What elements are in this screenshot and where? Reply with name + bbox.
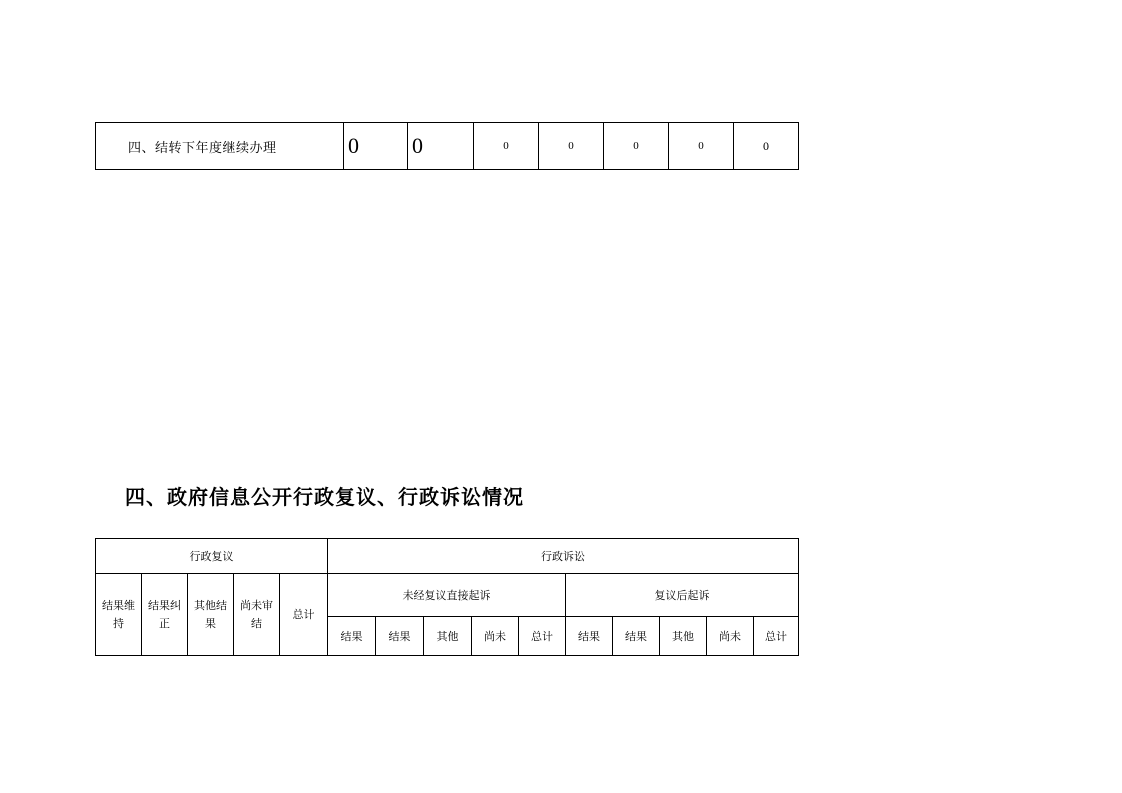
col-header-after-total: 总计 xyxy=(754,617,799,656)
col-header-direct-total: 总计 xyxy=(519,617,566,656)
col-header-result-other-text: 其他结果 xyxy=(194,599,227,630)
cell-value-6: 0 xyxy=(669,123,734,170)
carry-over-table xyxy=(95,122,799,170)
col-header-result-uphold xyxy=(96,574,142,656)
col-header-direct-result-1: 结果 xyxy=(328,617,376,656)
subgroup-header-direct-suit: 未经复议直接起诉 xyxy=(328,574,566,617)
cell-value-1: 0 xyxy=(344,123,408,170)
col-header-result-correct-text: 结果纠正 xyxy=(148,599,181,630)
table-row-group-header xyxy=(96,539,799,574)
subgroup-header-after-reconsideration: 复议后起诉 xyxy=(566,574,799,617)
cell-value-4: 0 xyxy=(539,123,604,170)
table-row-sub-header xyxy=(96,574,799,617)
col-header-result-other xyxy=(188,574,234,656)
section-heading: 四、政府信息公开行政复议、行政诉讼情况 xyxy=(125,485,524,509)
col-header-after-result-2: 结果 xyxy=(613,617,660,656)
col-header-direct-result-2: 结果 xyxy=(376,617,424,656)
cell-value-2: 0 xyxy=(408,123,474,170)
reconsideration-litigation-table xyxy=(95,538,799,656)
col-header-after-other: 其他 xyxy=(660,617,707,656)
col-header-pending-text: 尚未审结 xyxy=(240,599,273,630)
col-header-result-uphold-text: 结果维持 xyxy=(102,599,135,630)
col-header-total-text: 总计 xyxy=(292,607,315,621)
cell-value-7: 0 xyxy=(734,123,799,170)
cell-value-3: 0 xyxy=(474,123,539,170)
col-header-after-pending: 尚未 xyxy=(707,617,754,656)
cell-value-5: 0 xyxy=(604,123,669,170)
col-header-pending xyxy=(234,574,280,656)
col-header-direct-other: 其他 xyxy=(424,617,472,656)
group-header-reconsideration: 行政复议 xyxy=(96,539,328,574)
col-header-total xyxy=(280,574,328,656)
col-header-direct-pending: 尚未 xyxy=(472,617,519,656)
table-row xyxy=(96,123,799,170)
group-header-litigation: 行政诉讼 xyxy=(328,539,799,574)
col-header-after-result-1: 结果 xyxy=(566,617,613,656)
col-header-result-correct xyxy=(142,574,188,656)
row-label: 四、结转下年度继续办理 xyxy=(96,123,344,170)
